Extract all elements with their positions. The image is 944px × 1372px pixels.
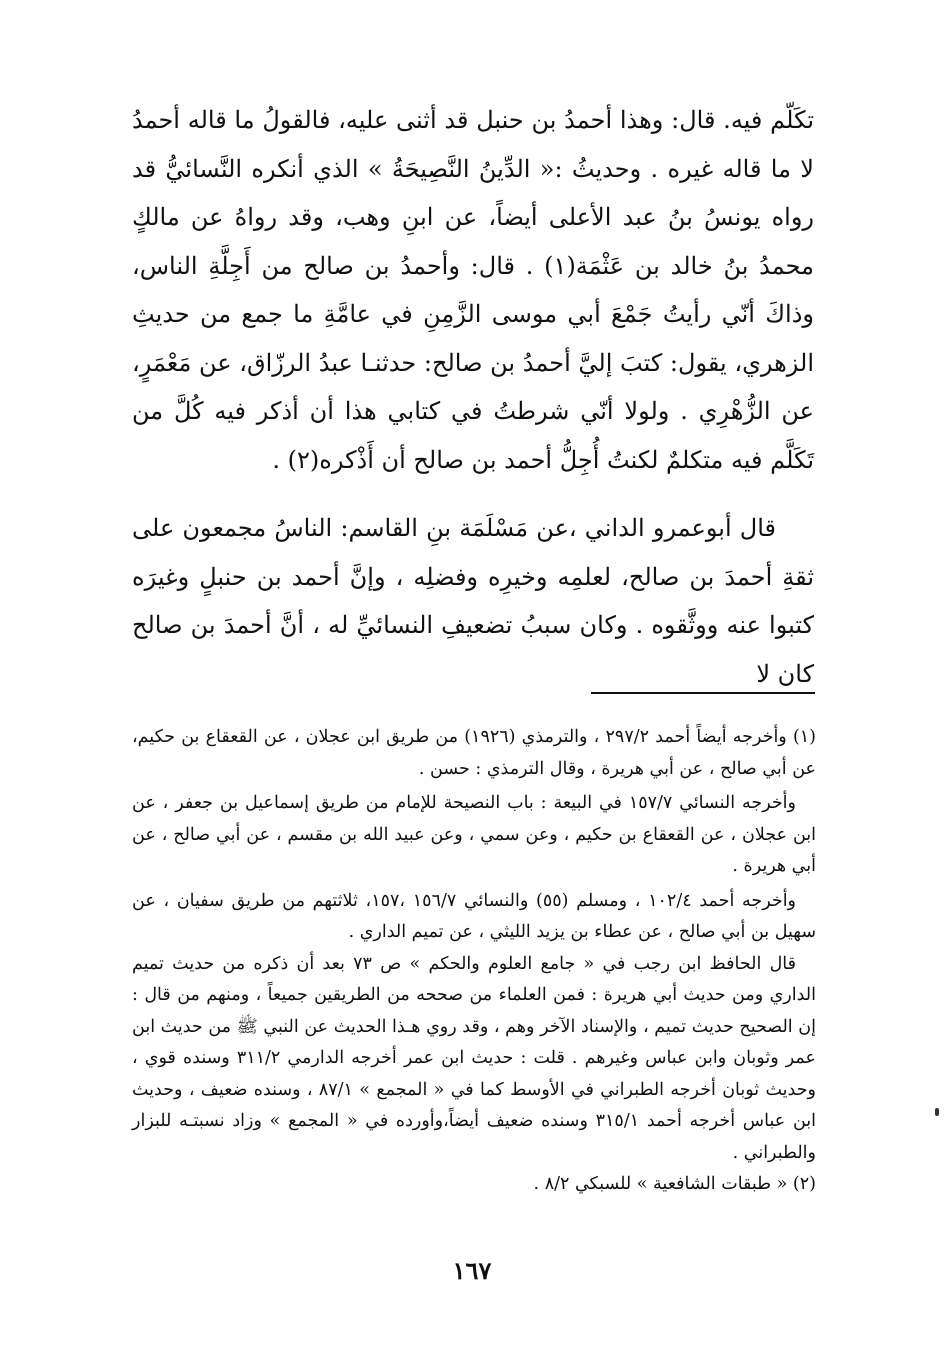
footnote-1-part-b: وأخرجه النسائي ١٥٧/٧ في البيعة : باب النصيحة للإمام من طريق إسماعيل بن جعفر ، عن ابن عجلان ، عن القعقاع بن حكيم ، وعن سمي ، وعن عبيد الله بن مقسم ، عن أبي صالح ، عن أبي هريرة .: [132, 793, 816, 876]
main-paragraph-1: تكَلّم فيه. قال: وهذا أحمدُ بن حنبل قد أثنى عليه، فالقولُ ما قاله أحمدُ لا ما قاله غيره . وحديثُ :« الدِّينُ النَّصِيحَةُ » الذي أنكره النَّسائيُّ قد رواه يونسُ بنُ عبد الأعلى أيضاً، عن ابنِ وهب، وقد رواهُ عن مالكٍ محمدُ بنُ خالد بن عَثْمَة(١) . قال: وأحمدُ بن صالح من أَجِلَّةِ الناس، وذاكَ أنّي رأيتُ جَمْعَ أبي موسى الزَّمِنِ في عامَّةِ ما جمع من حديثِ الزهري، يقول: كتبَ إليَّ أحمدُ بن صالح: حدثنـا عبدُ الرزّاق، عن مَعْمَرٍ، عن الزُّهْرِي . ولولا أنّي شرطتُ في كتابي هذا أن أذكر فيه كُلَّ من تَكَلَّم فيه متكلمٌ لكنتُ أُجِلُّ أحمد بن صالح أن أَذْكره(٢) .: [132, 106, 814, 474]
footnotes-section: [132, 722, 816, 1201]
footnote-2: (٢) « طبقات الشافعية » للسبكي ٨/٢ .: [533, 1174, 816, 1194]
main-paragraph-2: قال أبوعمرو الداني ،عن مَسْلَمَة بنِ القاسم: الناسُ مجمعون على ثقةِ أحمدَ بن صالح، لعلمِه وخيرِه وفضلِه ، وإنَّ أحمد بن حنبلٍ وغيرَه كتبوا عنه ووثَّقوه . وكان سببُ تضعيفِ النسائيِّ له ، أنَّ أحمدَ بن صالح كان لا: [132, 514, 814, 688]
footnote-1-part-c: وأخرجه أحمد ١٠٢/٤ ، ومسلم (٥٥) والنسائي ١٥٦/٧ ،١٥٧، ثلاثتهم من طريق سفيان ، عن سهيل بن أبي صالح ، عن عطاء بن يزيد الليثي ، عن تميم الداري .: [132, 890, 816, 942]
footnote-separator: [591, 692, 815, 694]
footnote-1-part-d: قال الحافظ ابن رجب في « جامع العلوم والحكم » ص ٧٣ بعد أن ذكره من حديث تميم الداري ومن حديث أبي هريرة : فمن العلماء من صححه من الطريقين جميعاً ، ومنهم من قال : إن الصحيح حديث تميم ، والإسناد الآخر وهم ، وقد روي هـذا الحديث عن النبي ﷺ من حديث ابن عمر وثوبان وابن عباس وغيرهم . قلت : حديث ابن عمر أخرجه الدارمي ٣١١/٢ وسنده قوي ، وحديث ثوبان أخرجه الطبراني في الأوسط كما في « المجمع » ٨٧/١ ، وسنده ضعيف ، وحديث ابن عباس أخرجه أحمد ٣١٥/١ وسنده ضعيف أيضاً،وأورده في « المجمع » وزاد نسبتـه للبزار والطبراني .: [132, 953, 816, 1163]
main-text-body: [132, 96, 814, 698]
page-number: ١٦٧: [452, 1256, 492, 1285]
margin-speck: [935, 1108, 939, 1116]
footnote-1-part-a: (١) وأخرجه أيضاً أحمد ٢٩٧/٢ ، والترمذي (١٩٢٦) من طريق ابن عجلان ، عن القعقاع بن حكيم، عن أبي صالح ، عن أبي هريرة ، وقال الترمذي : حسن .: [132, 727, 816, 779]
